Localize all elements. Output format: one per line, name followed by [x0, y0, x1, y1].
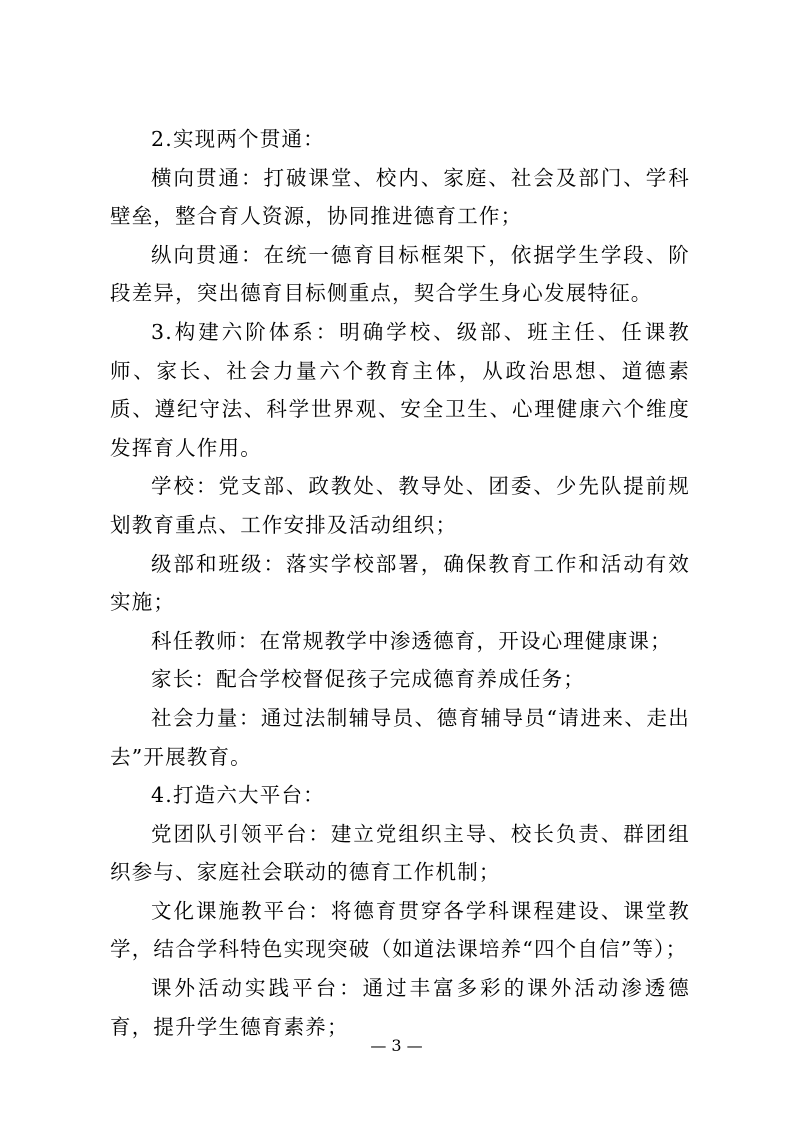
page-number: — 3 —	[370, 1036, 423, 1055]
paragraph-school: 学校：党支部、政教处、教导处、团委、少先队提前规划教育重点、工作安排及活动组织；	[110, 474, 690, 537]
paragraph-vertical-link: 纵向贯通：在统一德育目标框架下，依据学生学段、阶段差异，突出德育目标侧重点，契合学生身心发展特征。	[110, 242, 690, 306]
paragraph-parents: 家长：配合学校督促孩子完成德育养成任务；	[151, 667, 585, 692]
paragraph-culture-course-platform: 文化课施教平台：将德育贯穿各学科课程建设、课堂教学，结合学科特色实现突破（如道法课培养“四个自信”等）；	[110, 898, 690, 962]
body-text	[110, 120, 690, 1046]
paragraph-social-forces: 社会力量：通过法制辅导员、德育辅导员“请进来、走出去”开展教育。	[110, 705, 690, 769]
paragraph-extracurricular-platform: 课外活动实践平台：通过丰富多彩的课外活动渗透德育，提升学生德育素养；	[110, 976, 690, 1039]
paragraph-horizontal-link: 横向贯通：打破课堂、校内、家庭、社会及部门、学科壁垒，整合育人资源，协同推进德育工作；	[110, 165, 690, 229]
paragraph-party-league-platform: 党团队引领平台：建立党组织主导、校长负责、群团组织参与、家庭社会联动的德育工作机制；	[110, 821, 690, 885]
paragraph-heading-two-links: 2.实现两个贯通：	[151, 127, 325, 151]
paragraph-six-tier-system: 3.构建六阶体系：明确学校、级部、班主任、任课教师、家长、社会力量六个教育主体，从政治思想、道德素质、遵纪守法、科学世界观、安全卫生、心理健康六个维度发挥育人作用。	[110, 319, 690, 460]
paragraph-grade-and-class: 级部和班级：落实学校部署，确保教育工作和活动有效实施；	[110, 551, 690, 615]
paragraph-heading-six-platforms: 4.打造六大平台：	[151, 783, 325, 808]
paragraph-subject-teachers: 科任教师：在常规教学中渗透德育，开设心理健康课；	[151, 628, 672, 653]
